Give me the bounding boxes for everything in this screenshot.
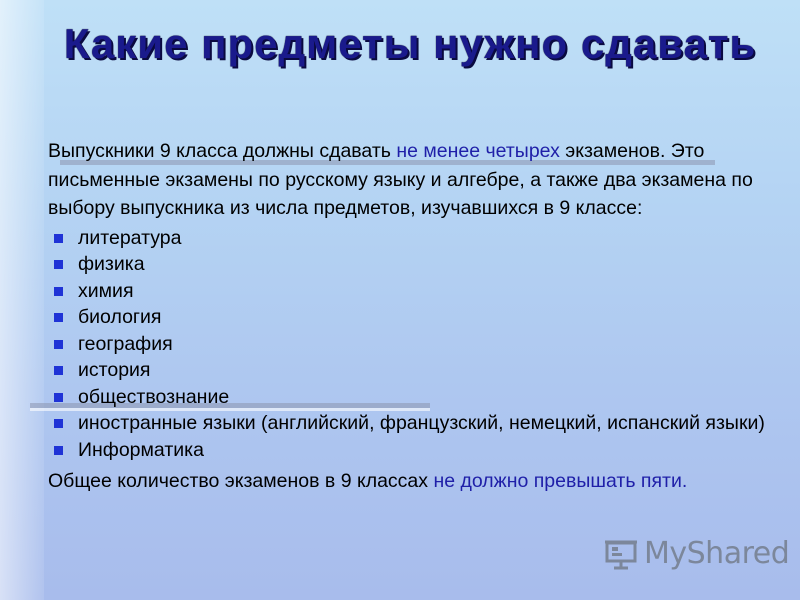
subject-label: физика xyxy=(78,253,145,275)
subject-label: иностранные языки (английский, французский, немецкий, испанский языки) xyxy=(78,412,765,434)
intro-text-2: экзаменов. Это письменные экзамены по русскому языку и алгебре, а также два экзамена по выбору выпускника из числа предметов, изучавшихся в 9 классе: xyxy=(48,140,753,219)
list-item xyxy=(48,412,768,434)
conclusion-highlight: не должно превышать пяти. xyxy=(433,469,688,492)
intro-paragraph xyxy=(48,137,768,223)
myshared-watermark xyxy=(604,536,789,571)
square-bullet-icon xyxy=(54,260,63,269)
left-decorative-stripe xyxy=(0,0,44,600)
subject-label: химия xyxy=(78,279,134,302)
slide-content xyxy=(48,137,768,495)
conclusion-paragraph xyxy=(48,467,768,496)
square-bullet-icon xyxy=(54,234,63,243)
square-bullet-icon xyxy=(54,287,63,296)
list-item xyxy=(48,253,768,275)
list-item xyxy=(48,439,768,461)
subject-label: Информатика xyxy=(78,438,204,461)
list-item xyxy=(48,227,768,249)
square-bullet-icon xyxy=(54,446,63,455)
conclusion-text: Общее количество экзаменов в 9 классах xyxy=(48,469,434,492)
subject-label: биология xyxy=(78,306,162,328)
subject-label: география xyxy=(78,332,173,355)
intro-text-1: Выпускники 9 класса должны сдавать xyxy=(48,140,397,162)
square-bullet-icon xyxy=(54,366,63,375)
list-item xyxy=(48,306,768,328)
subject-label: обществознание xyxy=(78,385,230,408)
watermark-text: MyShared xyxy=(644,536,790,571)
projector-screen-icon xyxy=(604,538,638,570)
subject-list xyxy=(48,227,768,461)
subject-label: литература xyxy=(78,226,182,249)
subject-label: история xyxy=(78,359,151,381)
square-bullet-icon xyxy=(54,419,63,428)
list-item xyxy=(48,333,768,355)
square-bullet-icon xyxy=(54,313,63,322)
square-bullet-icon xyxy=(54,340,63,349)
list-item xyxy=(48,280,768,302)
list-item xyxy=(48,386,768,408)
intro-highlight: не менее четырех xyxy=(396,140,560,162)
square-bullet-icon xyxy=(54,393,63,402)
list-item xyxy=(48,359,768,381)
slide-title: Какие предметы нужно сдавать xyxy=(63,20,757,67)
